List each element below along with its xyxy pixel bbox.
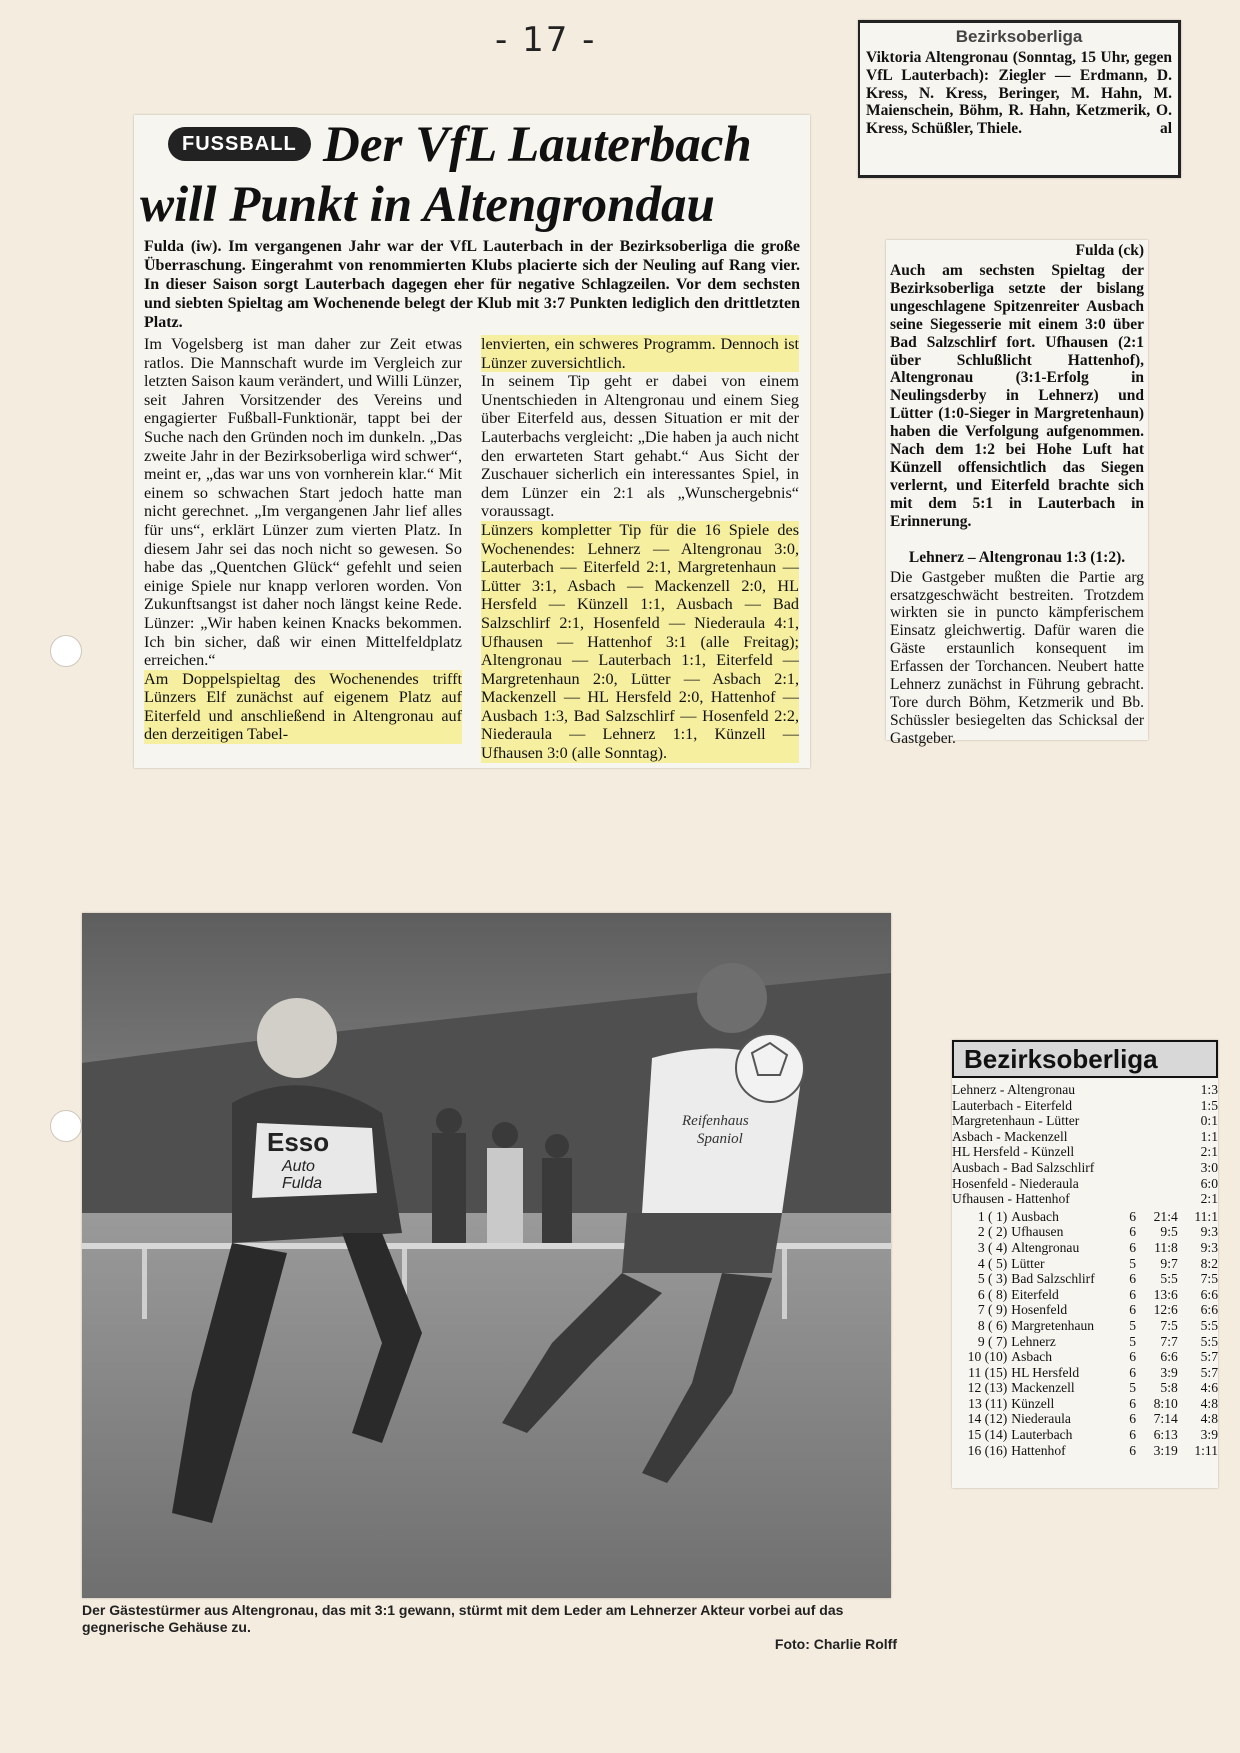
table-row [952,1256,1218,1272]
left-shirt-sponsor-2: Auto [282,1158,315,1175]
table-position: 13 (11) [968,1395,1008,1411]
match-report-clipping [886,240,1148,747]
result-row [952,1098,1218,1114]
lineup-players: Viktoria Altengronau (Sonntag, 15 Uhr, gegen VfL Lauterbach): Ziegler — Erdmann, D. Kress, N. Kress, Beringer, M. Hahn, M. Maienschein, Böhm, R. Hahn, Ketzmerik, O. Kress, Schüßler, Thiele. [866,49,1172,138]
result-row [952,1082,1218,1098]
table-row [952,1207,1218,1225]
table-position: 6 ( 8) [977,1286,1008,1302]
table-row [952,1271,1218,1287]
table-goals: 5:5 [1160,1271,1178,1287]
table-row [952,1287,1218,1303]
table-games: 6 [1129,1239,1137,1255]
table-position: 16 (16) [967,1442,1008,1458]
table-goals: 3:9 [1160,1364,1178,1380]
table-points: 5:7 [1200,1364,1218,1380]
section-kicker: FUSSBALL [168,127,311,161]
headline-line-1: Der VfL Lauterbach [323,117,752,173]
table-goals: 13:6 [1153,1286,1178,1302]
table-games: 6 [1129,1395,1137,1411]
result-match: Asbach - Mackenzell [952,1128,1068,1144]
table-games: 6 [1129,1427,1137,1443]
table-row [952,1334,1218,1350]
standings-title: Bezirksoberliga [952,1040,1218,1078]
page-number: - 17 - [495,20,597,60]
table-position: 1 ( 1) [977,1208,1008,1224]
photo-caption [82,1602,897,1653]
result-match: Lehnerz - Altengronau [952,1082,1076,1097]
table-team: Altengronau [1011,1239,1080,1255]
report-body: Die Gastgeber mußten die Partie arg ersatzgeschwächt bestreiten. Trotzdem wirkten sie in puncto kämpferischem Einsatz gleichwertig. Dafür waren die Gäste erstaunlich konsequent im Erfassen der Torchancen. Neubert hatte Lehnerz zunächst in Führung gebracht. Tore durch Böhm, Ketzmerik und Bb. Schüssler besiegelten das Schicksal der Gastgeber. [890,568,1144,747]
article-paragraph-highlighted: lenvierten, ein schweres Programm. Dennoch ist Lünzer zuversichtlich. [481,335,799,372]
table-team: Mackenzell [1011,1380,1075,1396]
table-team: Lütter [1011,1255,1045,1271]
match-photo [82,913,891,1598]
table-points: 11:1 [1194,1208,1218,1224]
table-games: 6 [1129,1349,1137,1365]
table-points: 1:11 [1194,1442,1218,1458]
table-points: 5:7 [1200,1349,1218,1365]
result-score: 1:5 [1200,1097,1218,1113]
table-games: 6 [1129,1271,1137,1287]
article-paragraph: Im Vogelsberg ist man daher zur Zeit etwas ratlos. Die Mannschaft wurde im Vergleich zur letzten Saison kaum verändert, und Willi Lünzer, seit Jahren Vorsitzender des Vereins und engagierter Fußball-Funktionär, tappt bei der Suche nach den Gründen noch im dunkeln. „Das zweite Jahr in der Bezirksoberliga wird schwer“, meint er, „das war uns von vornherein klar.“ Mit einem so schwachen Start jedoch hatte man nicht gerechnet. „Im vergangenen Jahr lief alles für uns“, erklärt Lünzer zum vierten Platz. In diesem Jahr sei das noch nicht so gewesen. So habe das „Quentchen Glück“ gefehlt und seien einige Spiele nur knapp verloren worden. Von Zukunftsangst ist daher noch längst keine Rede. Lünzer: „Wir haben keinen Knacks bekommen. Ich bin sicher, daß wir einen Mittelfeldplatz erreichen.“ [144,335,462,670]
table-games: 5 [1129,1333,1137,1349]
table-games: 6 [1129,1364,1137,1380]
table-points: 9:3 [1200,1239,1218,1255]
table-games: 6 [1129,1208,1137,1224]
table-team: Margretenhaun [1011,1317,1095,1333]
table-goals: 8:10 [1153,1395,1178,1411]
table-points: 6:6 [1200,1286,1218,1302]
table-position: 4 ( 5) [977,1255,1008,1271]
table-points: 5:5 [1200,1317,1218,1333]
table-team: Ufhausen [1011,1224,1064,1240]
table-row [952,1240,1218,1256]
article-column-1 [144,335,462,744]
table-team: Lehnerz [1011,1333,1056,1349]
right-shirt-sponsor-1: Reifenhaus [682,1113,749,1129]
table-games: 6 [1129,1286,1137,1302]
table-points: 7:5 [1200,1271,1218,1287]
article-paragraph: In seinem Tip geht er dabei von einem Unentschieden in Altengronau und einem Sieg über Eiterfeld aus, dessen Situation er mit der Lauterbachs vergleicht: „Die haben ja auch nicht den erwarteten Start gehabt.“ Aus Sicht der Zuschauer sicherlich ein interessantes Spiel, in dem Lünzer ein 2:1 als „Wunschergebnis“ voraussagt. [481,372,799,521]
table-goals: 7:5 [1160,1317,1178,1333]
table-goals: 11:8 [1154,1239,1178,1255]
report-dateline: Fulda (ck) [1075,242,1144,259]
table-games: 5 [1129,1317,1137,1333]
right-shirt-sponsor-2: Spaniol [697,1131,743,1147]
table-goals: 7:7 [1160,1333,1178,1349]
table-position: 8 ( 6) [977,1317,1008,1333]
table-team: HL Hersfeld [1011,1364,1080,1380]
table-points: 6:6 [1200,1302,1218,1318]
headline-line-2: will Punkt in Altengrondau [140,177,715,233]
report-summary: Auch am sechsten Spieltag der Bezirksoberliga setzte der bislang ungeschlagene Spitzenreiter Ausbach seine Siegesserie mit einem 3:0 über Bad Salzschlirf fort. Ufhausen (2:1 über Schlußlicht Hattenhof), Altengronau (3:1-Erfolg in Neulingsderby in Lehnerz) und Lütter (1:0-Sieger in Margretenhaun) haben die Verfolgung aufgenommen. Nach dem 1:2 bei Hohe Luft hat Künzell offensichtlich das Siegen verlernt, und Eiterfeld brachte sich mit dem 5:1 in Lauterbach in Erinnerung. [890,262,1144,530]
table-row [952,1380,1218,1396]
table-goals: 21:4 [1153,1208,1178,1224]
table-team: Lauterbach [1011,1427,1073,1443]
table-row [952,1302,1218,1318]
photo-caption-text: Der Gästestürmer aus Altengronau, das mit 3:1 gewann, stürmt mit dem Leder am Lehnerzer Akteur vorbei auf das gegnerische Gehäuse zu. [82,1602,844,1635]
report-subhead: Lehnerz – Altengronau 1:3 (1:2). [908,548,1126,566]
table-position: 12 (13) [967,1380,1008,1396]
result-score: 3:0 [1200,1159,1218,1175]
result-score: 6:0 [1200,1175,1218,1191]
league-table [952,1207,1218,1459]
table-games: 6 [1129,1442,1137,1458]
table-team: Eiterfeld [1011,1286,1059,1302]
lineup-box [858,20,1181,178]
result-row [952,1176,1218,1192]
table-team: Niederaula [1011,1411,1071,1427]
lineup-text [866,49,1172,138]
punch-hole [50,635,82,667]
table-team: Ausbach [1011,1208,1059,1224]
results-list [952,1082,1218,1207]
left-shirt-sponsor-3: Fulda [282,1175,323,1192]
result-score: 2:1 [1200,1191,1218,1207]
standings-table [952,1082,1218,1458]
result-row [952,1129,1218,1145]
table-points: 4:8 [1200,1395,1218,1411]
article-column-2 [481,335,799,763]
table-points: 4:8 [1200,1411,1218,1427]
left-shirt-sponsor-1: Esso [267,1127,330,1157]
result-match: HL Hersfeld - Künzell [952,1144,1075,1160]
table-goals: 6:13 [1153,1427,1178,1443]
result-row [952,1160,1218,1176]
table-games: 5 [1129,1255,1137,1271]
table-points: 5:5 [1200,1333,1218,1349]
result-row [952,1144,1218,1160]
table-points: 4:6 [1200,1380,1218,1396]
table-games: 6 [1129,1302,1137,1318]
result-row [952,1191,1218,1207]
table-row [952,1427,1218,1443]
table-team: Künzell [1011,1395,1055,1411]
table-position: 10 (10) [967,1349,1008,1365]
table-row [952,1365,1218,1381]
table-points: 3:9 [1200,1427,1218,1443]
table-games: 6 [1129,1224,1137,1240]
table-points: 8:2 [1200,1255,1218,1271]
table-row [952,1396,1218,1412]
table-position: 14 (12) [967,1411,1008,1427]
table-position: 15 (14) [967,1427,1008,1443]
article-paragraph-highlighted: Lünzers kompletter Tip für die 16 Spiele des Wochenendes: Lehnerz — Altengronau 3:0, Lauterbach — Eiterfeld 2:1, Margretenhaun — Lütter 3:1, Asbach — Mackenzell 2:0, HL Hersfeld — Künzell 1:1, Ausbach — Bad Salzschlirf 2:1, Hosenfeld — Niederaula 4:1, Ufhausen — Hattenhof 3:1 (alle Freitag); Altengronau — Lauterbach 1:1, Eiterfeld — Margretenhaun 2:0, Lütter — Asbach 2:1, Mackenzell — HL Hersfeld 2:0, Hattenhof — Ausbach 1:3, Bad Salzschlirf — Hosenfeld 2:2, Niederaula — Lehnerz 1:1, Künzell — Ufhausen 3:0 (alle Sonntag). [481,520,799,763]
photo-illustration [82,913,891,1598]
table-points: 9:3 [1200,1224,1218,1240]
table-position: 5 ( 3) [977,1271,1008,1287]
result-score: 0:1 [1200,1113,1218,1129]
table-goals: 12:6 [1153,1302,1178,1318]
table-team: Hosenfeld [1011,1302,1068,1318]
article-paragraph-highlighted: Am Doppelspieltag des Wochenendes trifft Lünzers Elf zunächst auf eigenem Platz auf Eiterfeld und anschließend in Altengronau auf den derzeitigen Tabel- [144,669,462,744]
table-goals: 7:14 [1153,1411,1178,1427]
table-row [952,1443,1218,1459]
main-article-clipping [134,115,810,768]
table-position: 9 ( 7) [977,1333,1008,1349]
standings-box [952,1040,1218,1488]
result-match: Margretenhaun - Lütter [952,1113,1080,1129]
table-position: 3 ( 4) [977,1239,1008,1255]
result-score: 1:1 [1200,1128,1218,1144]
punch-hole [50,1110,82,1142]
table-team: Asbach [1011,1349,1053,1365]
table-goals: 5:8 [1160,1380,1178,1396]
table-goals: 6:6 [1160,1349,1178,1365]
result-row [952,1113,1218,1129]
table-goals: 9:7 [1160,1255,1178,1271]
result-match: Ufhausen - Hattenhof [952,1191,1070,1207]
table-position: 11 (15) [968,1364,1008,1380]
table-team: Hattenhof [1011,1442,1066,1458]
result-score: 1:3 [1200,1082,1218,1097]
table-row [952,1318,1218,1334]
table-goals: 9:5 [1160,1224,1178,1240]
table-row [952,1349,1218,1365]
table-row [952,1224,1218,1240]
table-goals: 3:19 [1153,1442,1178,1458]
article-lead: Fulda (iw). Im vergangenen Jahr war der VfL Lauterbach in der Bezirksoberliga die große Überraschung. Eingerahmt von renommierten Klubs placierte sich der Neuling auf Rang vier. In dieser Saison sorgt Lauterbach dagegen eher für negative Schlagzeilen. Vor dem sechsten und siebten Spieltag am Wochenende belegt der Klub mit 3:7 Punkten lediglich den drittletzten Platz. [144,238,800,331]
table-row [952,1411,1218,1427]
result-score: 2:1 [1200,1144,1218,1160]
result-match: Ausbach - Bad Salzschlirf [952,1159,1095,1175]
lineup-author: al [1159,120,1172,138]
table-team: Bad Salzschlirf [1011,1271,1095,1287]
table-games: 6 [1129,1411,1137,1427]
result-match: Hosenfeld - Niederaula [952,1175,1079,1191]
table-games: 5 [1129,1380,1137,1396]
lineup-title: Bezirksoberliga [955,27,1083,46]
table-position: 2 ( 2) [977,1224,1008,1240]
result-match: Lauterbach - Eiterfeld [952,1097,1073,1113]
photo-credit: Foto: Charlie Rolff [774,1636,897,1652]
table-position: 7 ( 9) [977,1302,1008,1318]
